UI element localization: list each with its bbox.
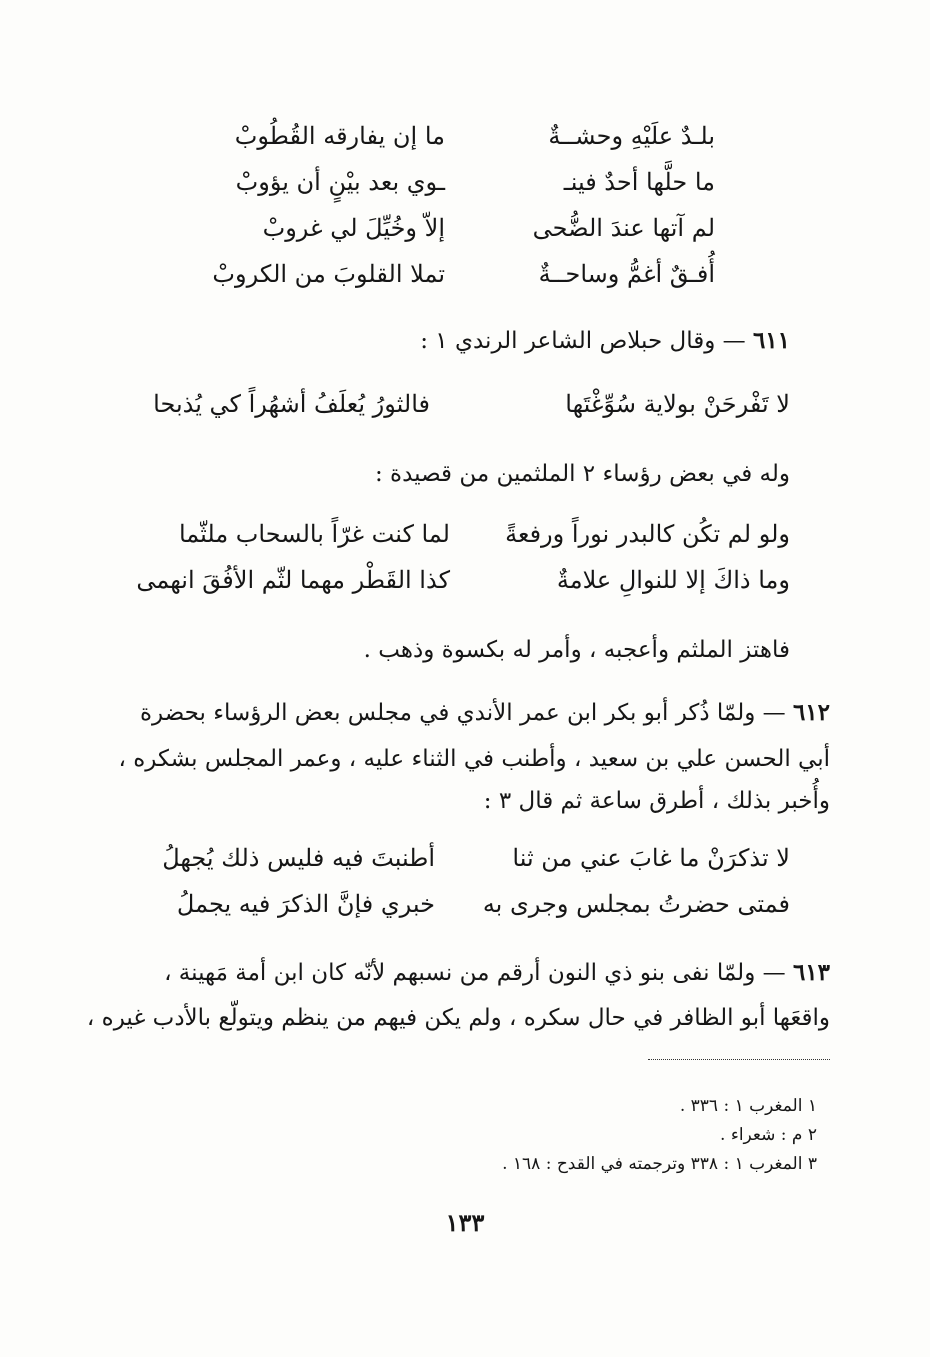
footnote: ١ المغرب ١ : ٣٣٦ . — [679, 1096, 817, 1116]
footnote: ٣ المغرب ١ : ٣٣٨ وترجمته في القدح : ١٦٨ . — [502, 1154, 817, 1174]
verse-line — [130, 386, 790, 422]
hemistich-first: وما ذاكَ إلا للنوالِ علامةٌ — [556, 566, 790, 594]
hemistich-first: ما حلَّها أحدٌ فينـ — [563, 168, 715, 196]
hemistich-second: خبري فإنَّ الذكرَ فيه يجملُ — [176, 890, 435, 918]
item-612-line: وأُخبر بذلك ، أطرق ساعة ثم قال ٣ : — [483, 788, 830, 814]
verse-line — [205, 210, 715, 246]
hemistich-first: لا تَفْرحَنْ بولاية سُوِّغْتَها — [565, 390, 790, 418]
verse-line — [130, 516, 790, 552]
hemistich-second: لما كنت غرّاً بالسحاب ملثّما — [178, 520, 450, 548]
intro-line: وله في بعض رؤساء ٢ الملثمين من قصيدة : — [374, 461, 790, 487]
item-612-line — [140, 694, 830, 732]
verse-line — [135, 840, 790, 876]
hemistich-first: أُفـقٌ أغمُّ وساحــةٌ — [538, 260, 715, 288]
verse-line — [130, 562, 790, 598]
verse-line — [135, 886, 790, 922]
verse-line — [205, 256, 715, 292]
hemistich-second: ما إن يفارقه القُطُوبْ — [234, 122, 445, 150]
hemistich-second: فالثورُ يُعلَفُ أشهُراً كي يُذبحا — [153, 390, 430, 418]
hemistich-second: تملا القلوبَ من الكروبْ — [212, 260, 445, 288]
item-612-line: أبي الحسن علي بن سعيد ، وأطنب في الثناء عليه ، وعمر المجلس بشكره ، — [118, 746, 830, 772]
hemistich-first: فمتى حضرتُ بمجلس وجرى به — [482, 890, 790, 918]
hemistich-first: لا تذكرَنْ ما غابَ عني من ثنا — [512, 844, 790, 872]
narrative-line: فاهتز الملثم وأعجبه ، وأمر له بكسوة وذهب . — [363, 637, 790, 663]
item-613-line: واقعَها أبو الظافر في حال سكره ، ولم يكن فيهم من ينظم ويتولّع بالأدب غيره ، — [86, 1005, 830, 1031]
item-number: ٦١٣ — [792, 959, 830, 986]
item-number: ٦١٢ — [792, 699, 830, 726]
item-613-line — [164, 954, 830, 992]
hemistich-first: لم آتها عندَ الضُّحى — [532, 214, 715, 242]
item-text: — ولمّا نفى بنو ذي النون أرقم من نسبهم لأنّه كان ابن أمة مَهينة ، — [164, 960, 793, 986]
verse-line — [205, 118, 715, 154]
page-number: ١٣٣ — [445, 1208, 485, 1237]
verse-line — [205, 164, 715, 200]
hemistich-second: كذا القَطْر مهما لثّم الأفُقَ انهمى — [136, 566, 450, 594]
hemistich-first: بلـدٌ علَيْهِ وحشــةٌ — [548, 122, 715, 150]
footnote-divider — [648, 1059, 830, 1060]
hemistich-second: إلاّ وخُيِّلَ لي غروبْ — [262, 214, 445, 242]
footnote: ٢ م : شعراء . — [720, 1125, 817, 1145]
item-number: ٦١١ — [752, 327, 790, 354]
item-text: — ولمّا ذُكر أبو بكر ابن عمر الأندي في مجلس بعض الرؤساء بحضرة — [139, 700, 793, 726]
item-text: — وقال حبلاص الشاعر الرندي ١ : — [420, 328, 753, 354]
hemistich-second: أطنبتَ فيه فليس ذلك يُجهلُ — [162, 844, 435, 872]
item-611-heading — [420, 322, 790, 360]
hemistich-second: ـوي بعد بيْنٍ أن يؤوبْ — [235, 168, 445, 196]
hemistich-first: ولو لم تكُن كالبدر نوراً ورفعةً — [505, 520, 790, 548]
